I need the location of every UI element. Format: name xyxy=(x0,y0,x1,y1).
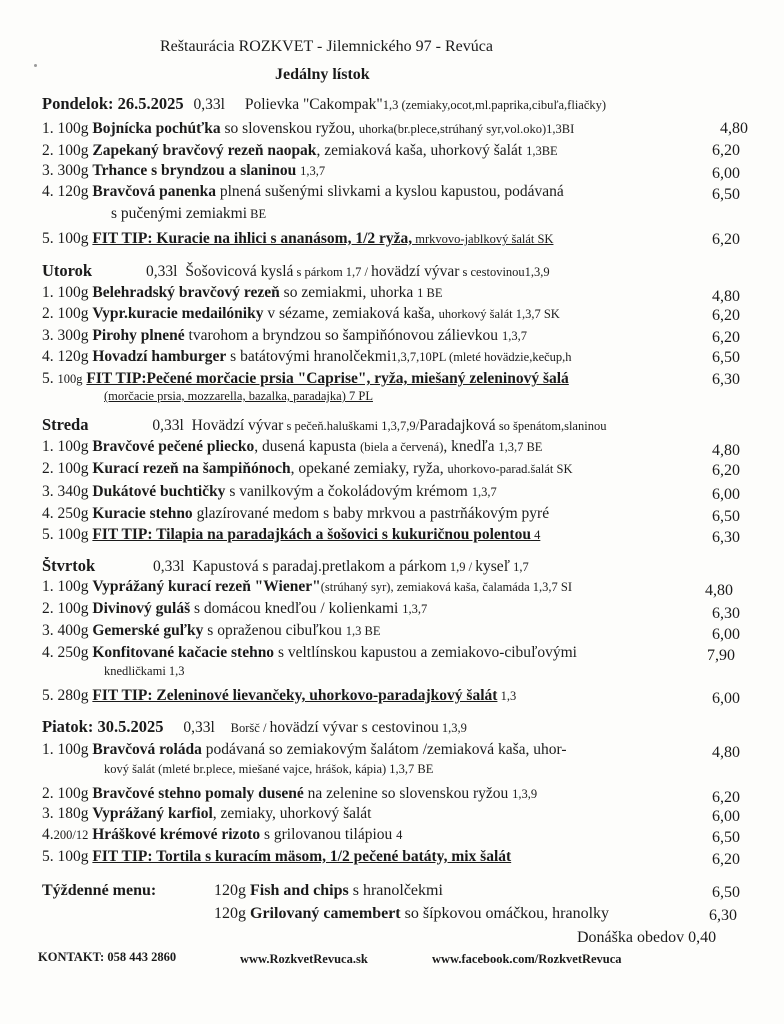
price-monday-2: 6,20 xyxy=(712,142,740,159)
scan-speck xyxy=(34,64,37,67)
price-monday-3: 6,00 xyxy=(712,165,740,182)
day-header-tuesday: Utorok 0,33l Šošovicová kyslá s párkom 1,7 / hovädzí vývar s cestovinou1,3,9 xyxy=(42,262,550,280)
menu-item-thursday-1: 1. 100g Vyprážaný kurací rezeň "Wiener"(strúhaný syr), zemiaková kaša, čalamáda 1,3,7 SI xyxy=(42,578,572,595)
price-tuesday-4: 6,50 xyxy=(712,349,740,366)
weekly-item-1: 120g Fish and chips s hranolčekmi xyxy=(214,882,443,899)
price-thursday-4: 7,90 xyxy=(707,647,735,664)
price-thursday-3: 6,00 xyxy=(712,626,740,643)
menu-item-thursday-4-cont: knedličkami 1,3 xyxy=(104,664,185,678)
menu-item-friday-4: 4.200/12 Hráškové krémové rizoto s grilovanou tilápiou 4 xyxy=(42,826,403,843)
price-monday-5: 6,20 xyxy=(712,231,740,248)
menu-item-monday-1: 1. 100g Bojnícka pochúťka so slovenskou ryžou, uhorka(br.plece,strúhaný syr,vol.oko)1,3BI xyxy=(42,120,575,137)
price-monday-4: 6,50 xyxy=(712,186,740,203)
menu-item-monday-4: 4. 120g Bravčová panenka plnená sušenými slivkami a kyslou kapustou, podávaná xyxy=(42,183,564,200)
menu-item-friday-1-cont: kový šalát (mleté br.plece, miešané vajce, hrášok, kápia) 1,3,7 BE xyxy=(104,762,434,776)
menu-item-friday-1: 1. 100g Bravčová roláda podávaná so zemiakovým šalátom /zemiaková kaša, uhor- xyxy=(42,741,567,758)
price-tuesday-1: 4,80 xyxy=(712,288,740,305)
menu-item-wednesday-2: 2. 100g Kurací rezeň na šampiňónoch, opekané zemiaky, ryža, uhorkovo-parad.šalát SK xyxy=(42,460,573,477)
price-tuesday-2: 6,20 xyxy=(712,307,740,324)
weekly-item-2: 120g Grilovaný camembert so šípkovou omáčkou, hranolky xyxy=(214,905,610,922)
menu-item-thursday-2: 2. 100g Divinový guláš s domácou knedľou / kolienkami 1,3,7 xyxy=(42,600,428,617)
price-tuesday-3: 6,20 xyxy=(712,329,740,346)
menu-item-monday-4-cont: s pučenými zemiakmi BE xyxy=(111,205,267,222)
price-friday-1: 4,80 xyxy=(712,744,740,761)
menu-item-wednesday-4: 4. 250g Kuracie stehno glazírované medom s baby mrkvou a pastrňákovým pyré xyxy=(42,505,550,522)
menu-item-tuesday-4: 4. 120g Hovadzí hamburger s batátovými hranolčekmi1,3,7,10PL (mleté hovädzie,kečup,h xyxy=(42,348,572,365)
menu-item-tuesday-5: 5. 100g FIT TIP:Pečené morčacie prsia "Caprise", ryža, miešaný zeleninový šalá xyxy=(42,370,569,387)
menu-title: Jedálny lístok xyxy=(275,66,370,83)
menu-item-thursday-5: 5. 280g FIT TIP: Zeleninové lievančeky, uhorkovo-paradajkový šalát 1,3 xyxy=(42,687,517,704)
price-wednesday-2: 6,20 xyxy=(712,462,740,479)
delivery-line: Donáška obedov 0,40 xyxy=(577,929,717,946)
price-wednesday-1: 4,80 xyxy=(712,442,740,459)
price-friday-4: 6,50 xyxy=(712,829,740,846)
footer-website-link[interactable]: www.RozkvetRevuca.sk xyxy=(240,952,368,966)
day-header-wednesday: Streda 0,33l Hovädzí vývar s pečeň.haluškami 1,3,7,9/Paradajková so špenátom,slaninou xyxy=(42,416,607,434)
day-header-thursday: Štvrtok 0,33l Kapustová s paradaj.pretlakom a párkom 1,9 / kyseľ 1,7 xyxy=(42,557,529,575)
weekly-menu-label: Týždenné menu: xyxy=(42,882,157,899)
menu-item-wednesday-3: 3. 340g Dukátové buchtičky s vanilkovým a čokoládovým krémom 1,3,7 xyxy=(42,483,497,500)
menu-item-wednesday-5: 5. 100g FIT TIP: Tilapia na paradajkách a šošovici s kukuričnou polentou 4 xyxy=(42,526,541,543)
menu-item-tuesday-5-cont: (morčacie prsia, mozzarella, bazalka, paradajka) 7 PL xyxy=(104,389,373,403)
price-thursday-5: 6,00 xyxy=(712,690,740,707)
weekly-price-2: 6,30 xyxy=(709,907,737,924)
price-wednesday-5: 6,30 xyxy=(712,529,740,546)
footer-facebook-link[interactable]: www.facebook.com/RozkvetRevuca xyxy=(432,952,622,966)
day-header-friday: Piatok: 30.5.2025 0,33l Boršč / hovädzí vývar s cestovinou 1,3,9 xyxy=(42,718,467,736)
price-monday-1: 4,80 xyxy=(720,120,748,137)
day-header-monday: Pondelok: 26.5.2025 0,33l Polievka "Cakompak"1,3 (zemiaky,ocot,ml.paprika,cibuľa,fliačky) xyxy=(42,95,607,113)
price-friday-2: 6,20 xyxy=(712,789,740,806)
menu-item-friday-3: 3. 180g Vyprážaný karfiol, zemiaky, uhorkový šalát xyxy=(42,805,372,822)
price-friday-5: 6,20 xyxy=(712,851,740,868)
price-thursday-1: 4,80 xyxy=(705,582,733,599)
weekly-price-1: 6,50 xyxy=(712,884,740,901)
menu-item-monday-2: 2. 100g Zapekaný bravčový rezeň naopak, zemiaková kaša, uhorkový šalát 1,3BE xyxy=(42,142,558,159)
price-thursday-2: 6,30 xyxy=(712,605,740,622)
menu-item-tuesday-1: 1. 100g Belehradský bravčový rezeň so zemiakmi, uhorka 1 BE xyxy=(42,284,443,301)
menu-item-wednesday-1: 1. 100g Bravčové pečené pliecko, dusená kapusta (biela a červená), knedľa 1,3,7 BE xyxy=(42,438,543,455)
price-tuesday-5: 6,30 xyxy=(712,371,740,388)
menu-item-friday-2: 2. 100g Bravčové stehno pomaly dusené na zelenine so slovenskou ryžou 1,3,9 xyxy=(42,785,538,802)
menu-item-tuesday-3: 3. 300g Pirohy plnené tvarohom a bryndzou so šampiňónovou zálievkou 1,3,7 xyxy=(42,327,527,344)
menu-item-thursday-4: 4. 250g Konfitované kačacie stehno s veltlínskou kapustou a zemiakovo-cibuľovými xyxy=(42,644,577,661)
menu-item-tuesday-2: 2. 100g Vypr.kuracie medailóniky v sézame, zemiaková kaša, uhorkový šalát 1,3,7 SK xyxy=(42,305,560,322)
restaurant-header: Reštaurácia ROZKVET - Jilemnického 97 - Revúca xyxy=(160,38,493,55)
price-friday-3: 6,00 xyxy=(712,808,740,825)
footer-contact: KONTAKT: 058 443 2860 xyxy=(38,950,177,964)
menu-item-thursday-3: 3. 400g Gemerské guľky s opraženou cibuľkou 1,3 BE xyxy=(42,622,381,639)
price-wednesday-4: 6,50 xyxy=(712,508,740,525)
price-wednesday-3: 6,00 xyxy=(712,486,740,503)
menu-item-monday-3: 3. 300g Trhance s bryndzou a slaninou 1,3,7 xyxy=(42,162,326,179)
menu-item-friday-5: 5. 100g FIT TIP: Tortila s kuracím mäsom, 1/2 pečené batáty, mix šalát xyxy=(42,848,512,865)
menu-item-monday-5: 5. 100g FIT TIP: Kuracie na ihlici s ananásom, 1/2 ryža, mrkvovo-jablkový šalát SK xyxy=(42,230,554,247)
